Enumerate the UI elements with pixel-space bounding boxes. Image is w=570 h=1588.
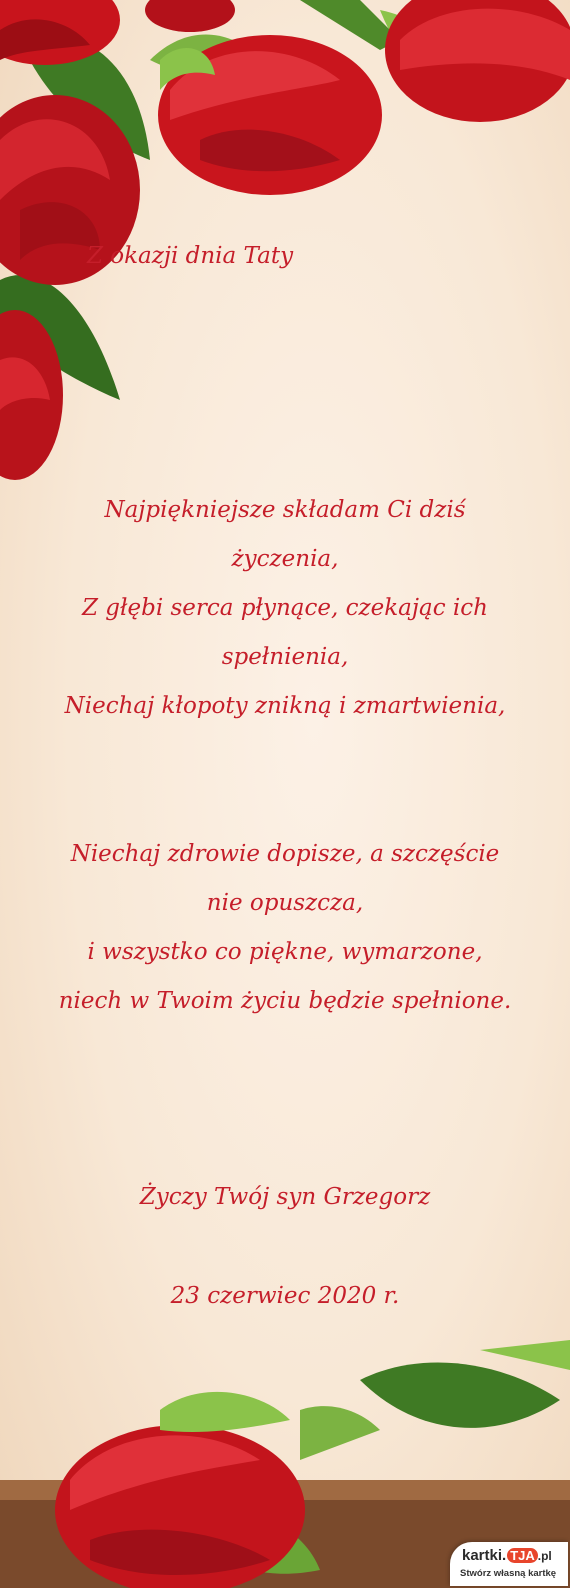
kartki-logo[interactable] <box>450 1542 568 1586</box>
verse1-line-1: Najpiękniejsze składam Ci dziś <box>104 497 466 523</box>
date-text: 23 czerwiec 2020 r. <box>170 1283 400 1309</box>
verse1-line-5: Niechaj kłopoty znikną i zmartwienia, <box>64 693 506 719</box>
signature-text: Życzy Twój syn Grzegorz <box>139 1184 431 1210</box>
logo-tld: .pl <box>537 1549 552 1563</box>
heading-text: Z okazji dnia Taty <box>86 243 294 269</box>
verse2-line-1: Niechaj zdrowie dopisze, a szczęście <box>70 841 500 867</box>
logo-brand: kartki. <box>462 1547 507 1564</box>
verse1-line-4: spełnienia, <box>221 644 349 670</box>
verse2-line-2: nie opuszcza, <box>206 890 364 916</box>
logo-tagline: Stwórz własną kartkę <box>460 1568 557 1579</box>
verse1-line-2: życzenia, <box>231 546 339 572</box>
logo-wordmark <box>462 1547 552 1564</box>
verse2-line-4: niech w Twoim życiu będzie spełnione. <box>58 988 512 1014</box>
logo-badge: TJA <box>507 1548 538 1563</box>
verse2-line-3: i wszystko co piękne, wymarzone, <box>87 939 483 965</box>
verse1-line-3: Z głębi serca płynące, czekając ich <box>82 595 488 621</box>
